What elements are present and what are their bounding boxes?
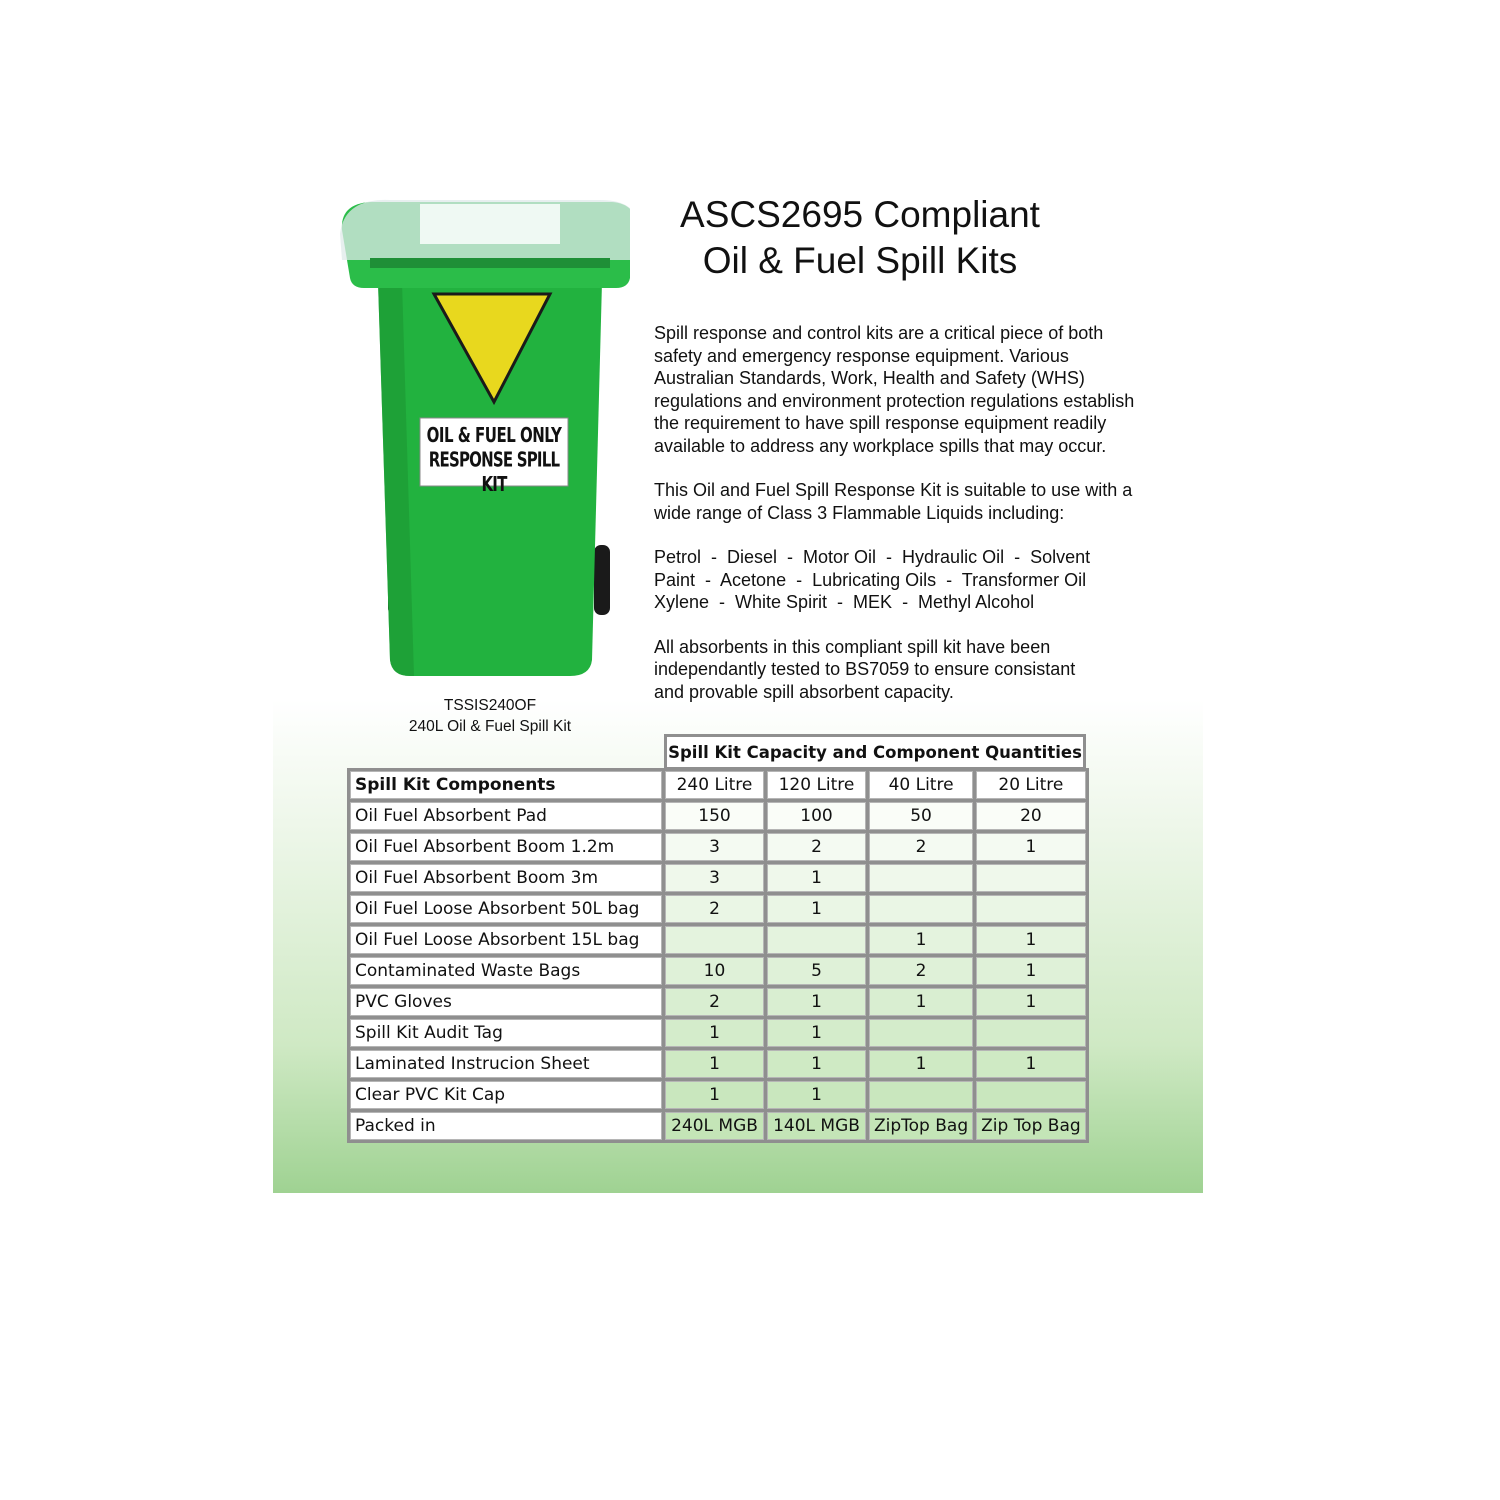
text-line: independantly tested to BS7059 to ensure consistant — [654, 659, 1076, 679]
table-row — [350, 833, 1086, 861]
column-header-240: 240 Litre — [665, 771, 764, 799]
table-row — [350, 895, 1086, 923]
page-title — [650, 192, 1070, 284]
component-name: Contaminated Waste Bags — [350, 957, 662, 985]
paragraph-testing — [654, 636, 1174, 704]
quantity-cell: 10 — [665, 957, 764, 985]
text-line: wide range of Class 3 Flammable Liquids including: — [654, 502, 1065, 523]
quantity-cell: 1 — [869, 1050, 973, 1078]
table-row — [350, 1050, 1086, 1078]
text-line: regulations and environment protection regulations establish — [654, 390, 1135, 411]
quantity-cell: 1 — [767, 864, 866, 892]
component-name: PVC Gloves — [350, 988, 662, 1016]
component-name: Packed in — [350, 1112, 662, 1140]
text-line: Petrol - Diesel - Motor Oil - Hydraulic Oil - Solvent — [654, 547, 1091, 567]
table-header-row — [350, 771, 1086, 799]
quantity-cell: 150 — [665, 802, 764, 830]
quantity-cell — [665, 926, 764, 954]
component-name: Oil Fuel Absorbent Pad — [350, 802, 662, 830]
text-line: This Oil and Fuel Spill Response Kit is suitable to use with a — [654, 480, 1133, 500]
text-line: Spill response and control kits are a critical piece of both — [654, 323, 1104, 343]
table-row — [350, 926, 1086, 954]
quantity-cell: Zip Top Bag — [976, 1112, 1086, 1140]
bin-label-line2: RESPONSE SPILL KIT — [428, 447, 560, 497]
quantity-cell — [869, 895, 973, 923]
text-line: available to address any workplace spills that may occur. — [654, 435, 1107, 456]
text-line: the requirement to have spill response equipment readily — [654, 413, 1107, 433]
paragraph-liquids — [654, 546, 1174, 614]
quantity-cell: 2 — [869, 957, 973, 985]
quantity-cell: 1 — [767, 1019, 866, 1047]
quantity-cell: 1 — [665, 1081, 764, 1109]
title-line-1: ASCS2695 Compliant — [680, 194, 1040, 235]
table-row — [350, 1081, 1086, 1109]
table-group-header: Spill Kit Capacity and Component Quantities — [664, 734, 1086, 770]
quantity-cell — [976, 895, 1086, 923]
quantity-cell — [767, 926, 866, 954]
quantity-cell: 2 — [665, 988, 764, 1016]
table-row — [350, 864, 1086, 892]
quantity-cell: 1 — [976, 833, 1086, 861]
quantity-cell — [869, 864, 973, 892]
quantity-cell: 3 — [665, 864, 764, 892]
quantity-cell: 2 — [767, 833, 866, 861]
quantity-cell: 1 — [767, 988, 866, 1016]
quantity-cell: 1 — [976, 1050, 1086, 1078]
quantity-cell: 240L MGB — [665, 1112, 764, 1140]
quantity-cell — [869, 1081, 973, 1109]
quantity-cell: 1 — [869, 988, 973, 1016]
text-line: Xylene - White Spirit - MEK - Methyl Alcohol — [654, 592, 1035, 612]
component-column-header: Spill Kit Components — [350, 771, 662, 799]
component-name: Oil Fuel Loose Absorbent 15L bag — [350, 926, 662, 954]
quantity-cell: 1 — [665, 1019, 764, 1047]
quantity-cell: 2 — [665, 895, 764, 923]
description — [654, 322, 1174, 725]
quantity-cell: 1 — [976, 926, 1086, 954]
column-header-20: 20 Litre — [976, 771, 1086, 799]
quantity-cell — [869, 1019, 973, 1047]
paragraph-suitability — [654, 479, 1174, 524]
quantity-cell: 5 — [767, 957, 866, 985]
component-name: Oil Fuel Absorbent Boom 1.2m — [350, 833, 662, 861]
quantity-cell: 1 — [976, 957, 1086, 985]
quantity-cell: 1 — [976, 988, 1086, 1016]
component-name: Clear PVC Kit Cap — [350, 1081, 662, 1109]
quantity-cell: 1 — [767, 1050, 866, 1078]
quantity-cell: 3 — [665, 833, 764, 861]
text-line: safety and emergency response equipment. Various — [654, 345, 1069, 366]
quantity-cell — [976, 864, 1086, 892]
product-name: 240L Oil & Fuel Spill Kit — [408, 718, 572, 735]
column-header-40: 40 Litre — [869, 771, 973, 799]
component-name: Oil Fuel Loose Absorbent 50L bag — [350, 895, 662, 923]
paragraph-intro — [654, 322, 1174, 457]
text-line: Paint - Acetone - Lubricating Oils - Transformer Oil — [654, 569, 1087, 590]
quantity-cell: ZipTop Bag — [869, 1112, 973, 1140]
product-caption — [380, 695, 600, 737]
text-line: and provable spill absorbent capacity. — [654, 681, 954, 702]
bin-label-line1: OIL & FUEL ONLY — [426, 422, 562, 448]
text-line: All absorbents in this compliant spill kit have been — [654, 636, 1051, 657]
quantity-cell: 50 — [869, 802, 973, 830]
quantity-cell: 20 — [976, 802, 1086, 830]
quantity-cell — [976, 1019, 1086, 1047]
product-code: TSSIS240OF — [443, 697, 537, 714]
column-header-120: 120 Litre — [767, 771, 866, 799]
table-row — [350, 957, 1086, 985]
quantity-cell: 1 — [767, 895, 866, 923]
quantity-cell: 1 — [869, 926, 973, 954]
quantity-cell: 1 — [767, 1081, 866, 1109]
quantity-cell: 100 — [767, 802, 866, 830]
quantity-cell: 1 — [665, 1050, 764, 1078]
table-row — [350, 988, 1086, 1016]
component-name: Oil Fuel Absorbent Boom 3m — [350, 864, 662, 892]
table-row — [350, 1019, 1086, 1047]
text-line: Australian Standards, Work, Health and Safety (WHS) — [654, 368, 1085, 388]
table-row — [350, 802, 1086, 830]
component-table — [347, 768, 1089, 1143]
table-row — [350, 1112, 1086, 1140]
spill-kit-bin-image — [330, 190, 630, 690]
component-name: Spill Kit Audit Tag — [350, 1019, 662, 1047]
quantity-cell: 140L MGB — [767, 1112, 866, 1140]
quantity-cell — [976, 1081, 1086, 1109]
quantity-cell: 2 — [869, 833, 973, 861]
title-line-2: Oil & Fuel Spill Kits — [702, 240, 1018, 281]
component-name: Laminated Instrucion Sheet — [350, 1050, 662, 1078]
